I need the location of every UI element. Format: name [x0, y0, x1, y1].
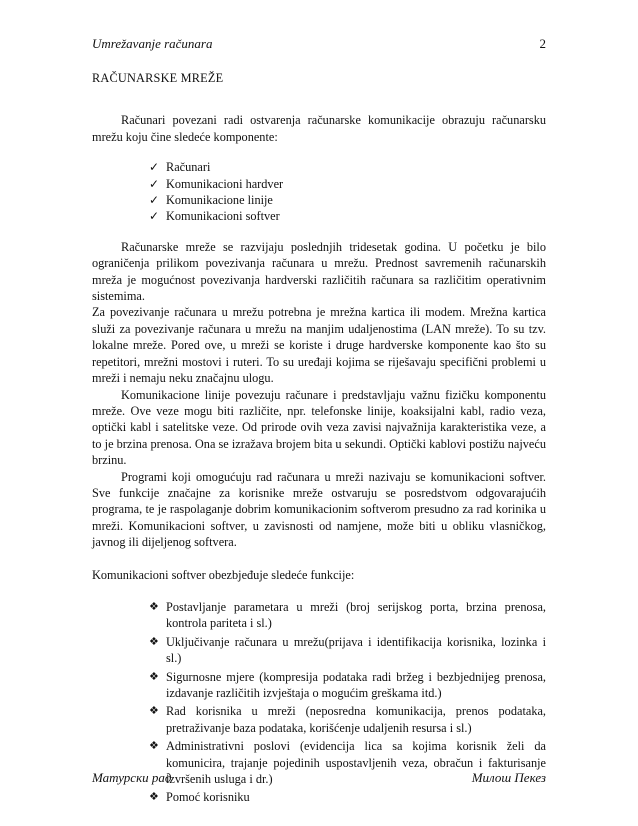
list-item: ❖ Postavljanje parametara u mreži (broj serijskog porta, brzina prenosa, kontrola pariteta i sl.) — [149, 599, 546, 631]
diamond-bullet-icon: ❖ — [149, 600, 159, 613]
paragraph-lines: Komunikacione linije povezuju računare i predstavljaju važnu fizičku komponentu mreže. Ove veze mogu biti različite, npr. telefonske linije, koaksijalni kabl, radio veza, optički kabl i satelitske veze. Od prirode ovih veza zavisi najvažnija karakteristika veze, a to je brzina prenosa. Ona se izražava brojem bita u sekundi. Optički kablovi postižu najveću brzinu. — [92, 387, 546, 468]
list-item: ❖ Uključivanje računara u mrežu(prijava i identifikacija korisnika, lozinka i sl.) — [149, 634, 546, 666]
list-item: ✓ Komunikacioni hardver — [149, 176, 284, 191]
diamond-bullet-icon: ❖ — [149, 740, 159, 753]
checkmark-icon: ✓ — [149, 176, 160, 191]
components-list — [149, 159, 546, 225]
page-number: 2 — [539, 36, 546, 51]
list-item: ❖ Administrativni poslovi (evidencija lica sa kojima korisnik želi da komunicira, trajanje pojedinih uspostavljenih veza, obračun i fakturisanje izvršenih usluga i dr.) — [149, 739, 546, 787]
page-content — [92, 70, 546, 808]
footer-left: Матурски рад — [92, 770, 172, 785]
diamond-bullet-icon: ❖ — [149, 670, 159, 683]
diamond-bullet-icon: ❖ — [149, 705, 159, 718]
paragraph-history: Računarske mreže se razvijaju poslednjih tridesetak godina. U početku je bilo ograničenja prilikom povezivanja računara u mrežu. Prednost savremenih računarskih mreža je mogućnost povezivanja hardverski različitih računara sa različitim operativnim sistemima. — [92, 239, 546, 304]
header-title: Umrežavanje računara — [92, 36, 213, 51]
list-item: ❖ Pomoć korisniku — [149, 790, 250, 805]
diamond-bullet-icon: ❖ — [149, 635, 159, 648]
checkmark-icon: ✓ — [149, 193, 160, 208]
list-item: ❖ Rad korisnika u mreži (neposredna komunikacija, prenos podataka, pretraživanje baza podataka, korišćenje udaljenih resursa i sl.) — [149, 704, 546, 735]
paragraph-functions-intro: Komunikacioni softver obezbjeđuje sledeće funkcije: — [92, 567, 355, 582]
list-item: ✓ Računari — [149, 160, 211, 175]
paragraph-hardware: Za povezivanje računara u mrežu potrebna je mrežna kartica ili modem. Mrežna kartica služi za povezivanje računara u mrežu na manjim udaljenostima (LAN mreže). To su tzv. lokalne mreže. Pored ove, u mreži se koriste i druge hardverske komponente kao što su repetitori, mrežni mostovi i ruteri. To su uređaji kojima se riješavaju specifični problemi u mreži i nemaju neku značajnu ulogu. — [92, 305, 546, 386]
footer-right: Милош Пекез — [471, 770, 546, 785]
checkmark-icon: ✓ — [149, 209, 160, 224]
checkmark-icon: ✓ — [149, 160, 160, 175]
section-title: RAČUNARSKE MREŽE — [92, 71, 224, 85]
page-footer — [92, 770, 546, 786]
list-item: ✓ Komunikacione linije — [149, 193, 273, 208]
intro-paragraph: Računari povezani radi ostvarenja računarske komunikacije obrazuju računarsku mrežu koju čine sledeće komponente: — [92, 113, 546, 144]
paragraph-software: Programi koji omogućuju rad računara u mreži nazivaju se komunikacioni softver. Sve funkcije značajne za korisnike mreže ostvaruju se posredstvom odgovarajućih programa, te je raspolaganje dobrim komunikacionim softverom presudno za rad korinika u mreži. Komunikacioni softver, u zavisnosti od namjene, može biti u obliku vlasničkog, javnog ili dijeljenog softvera. — [92, 469, 546, 550]
page-header — [92, 36, 546, 52]
list-item: ❖ Sigurnosne mjere (kompresija podataka radi bržeg i bezbjednijeg prenosa, izdavanje različitih izvještaja o mogućim greškama itd.) — [149, 669, 546, 700]
diamond-bullet-icon: ❖ — [149, 791, 159, 804]
list-item: ✓ Komunikacioni softver — [149, 209, 280, 224]
